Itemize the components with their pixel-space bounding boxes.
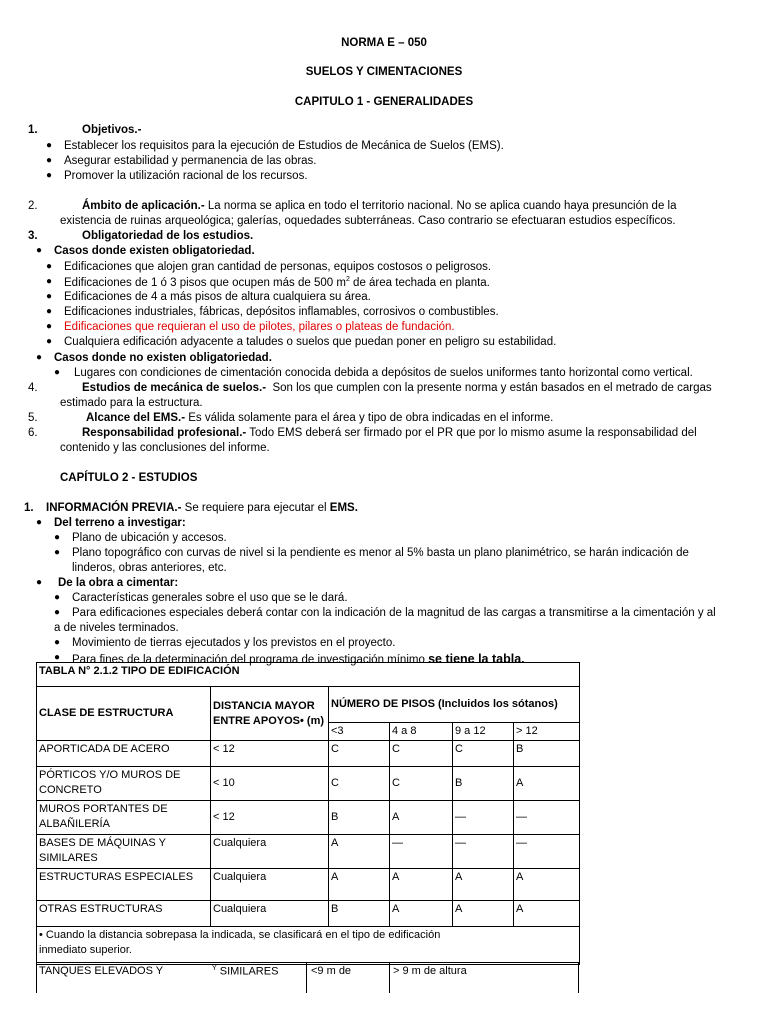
subheader-cell: > 12: [514, 723, 580, 741]
section-4-line: Estudios de mecánica de suelos.- Son los que cumplen con la presente norma y están basados en el metrado de cargas: [82, 382, 712, 394]
list-item: ● Cualquiera edificación adyacente a taludes o suelos que puedan poner en peligro su estabilidad.: [46, 336, 557, 348]
table-row: PÓRTICOS Y/O MUROS DE CONCRETO < 10 C C B A: [37, 767, 580, 801]
list-item: ● Movimiento de tierras ejecutados y los previstos en el proyecto.: [54, 637, 396, 649]
info-previa-line: INFORMACIÓN PREVIA.- Se requiere para ejecutar el EMS.: [46, 502, 358, 514]
partial-row-cell: > 9 m de altura: [393, 965, 467, 977]
list-item: ● Edificaciones de 1 ó 3 pisos que ocupen más de 500 $m^2$ de área techada en planta.: [46, 276, 490, 289]
list-item: ● Promover la utilización racional de los recursos.: [46, 170, 308, 182]
section-5-line: Alcance del EMS.- Es válida solamente para el área y tipo de obra indicadas en el informe.: [86, 412, 554, 424]
header-clase: CLASE DE ESTRUCTURA: [37, 687, 211, 741]
partial-table-row: [36, 962, 579, 993]
table-title: TABLA N° 2.1.2 TIPO DE EDIFICACIÓN: [37, 663, 580, 687]
list-item: ● Establecer los requisitos para la ejecución de Estudios de Mecánica de Suelos (EMS).: [46, 140, 504, 152]
header-distancia: DISTANCIA MAYOR ENTRE APOYOS• (m): [211, 687, 329, 741]
section-6-line: contenido y las conclusiones del informe.: [60, 442, 270, 454]
section-1-title: Objetivos.-: [82, 124, 142, 136]
subheading-terreno: ● Del terreno a investigar:: [36, 517, 186, 529]
section-1-number: 1.: [28, 124, 38, 136]
table-row: BASES DE MÁQUINAS Y SIMILARES Cualquiera A — — —: [37, 835, 580, 869]
table-row: MUROS PORTANTES DE ALBAÑILERÍA < 12 B A — —: [37, 801, 580, 835]
list-item: ● Edificaciones industriales, fábricas, depósitos inflamables, corrosivos o combustibles.: [46, 306, 499, 318]
list-item: ● Plano de ubicación y accesos.: [54, 532, 227, 544]
list-item: ● Edificaciones de 4 a más pisos de altura cualquiera su área.: [46, 291, 371, 303]
case-heading: ● Casos donde no existen obligatoriedad.: [36, 352, 272, 364]
section-4-line: estimado para la estructura.: [60, 397, 203, 409]
section-5-number: 5.: [28, 412, 38, 424]
list-item: ● Asegurar estabilidad y permanencia de las obras.: [46, 155, 317, 167]
document-subtitle: SUELOS Y CIMENTACIONES: [305, 66, 463, 78]
subheader-cell: <3: [329, 723, 390, 741]
info-previa-number: 1.: [24, 502, 34, 514]
table-row: ESTRUCTURAS ESPECIALES Cualquiera A A A A: [37, 869, 580, 901]
section-2-line: existencia de ruinas arqueológica; galerías, oquedades subterráneas. Caso contrario se efectuaran estudios específicos.: [60, 215, 676, 227]
partial-row-cell: $^Y$ SIMILARES: [212, 965, 279, 978]
table-note-row: • Cuando la distancia sobrepasa la indicada, se clasificará en el tipo de edificación inmediato superior.: [37, 927, 580, 965]
chapter-1-title: CAPITULO 1 - GENERALIDADES: [294, 96, 474, 108]
list-item: ● Para edificaciones especiales deberá contar con la indicación de la magnitud de las cargas a transmitirse a la cimentación y al: [54, 607, 716, 619]
list-item-highlighted: ● Edificaciones que requieran el uso de pilotes, pilares o plateas de fundación.: [46, 321, 455, 333]
list-item: ● Edificaciones que alojen gran cantidad de personas, equipos costosos o peligrosos.: [46, 261, 492, 273]
section-3-title: Obligatoriedad de los estudios.: [82, 230, 254, 242]
section-6-line: Responsabilidad profesional.- Todo EMS deberá ser firmado por el PR que por lo mismo asume la responsabilidad del: [82, 427, 697, 439]
subheader-cell: 4 a 8: [390, 723, 453, 741]
norma-title: NORMA E – 050: [341, 37, 427, 49]
section-6-number: 6.: [28, 427, 38, 439]
section-2-number: 2.: [28, 200, 38, 212]
case-heading: ● Casos donde existen obligatoriedad.: [36, 245, 255, 257]
section-2-line: Ámbito de aplicación.- La norma se aplica en todo el territorio nacional. No se aplica cuando haya presunción de la: [82, 200, 677, 212]
table-row: APORTICADA DE ACERO < 12 C C C B: [37, 741, 580, 767]
partial-row-cell: <9 m de: [311, 965, 352, 977]
edification-type-table: [36, 662, 580, 965]
table-row: OTRAS ESTRUCTURAS Cualquiera B A A A: [37, 901, 580, 927]
section-3-number: 3.: [28, 230, 38, 242]
subheader-cell: 9 a 12: [453, 723, 514, 741]
list-item-continuation: linderos, obras anteriores, etc.: [72, 562, 227, 574]
chapter-2-title: CAPÍTULO 2 - ESTUDIOS: [60, 472, 198, 484]
list-item: ● Lugares con condiciones de cimentación conocida debida a depósitos de suelos uniformes tanto horizontal como vertical.: [54, 367, 693, 379]
partial-row-cell: TANQUES ELEVADOS Y: [39, 965, 164, 977]
subheading-obra: ● De la obra a cimentar:: [36, 577, 179, 589]
header-pisos: NÚMERO DE PISOS (Incluidos los sótanos): [329, 687, 580, 723]
list-item-continuation: a de niveles terminados.: [54, 622, 179, 634]
list-item: ● Para fines de la determinación del programa de investigación mínimo se tiene la tabla.: [54, 652, 525, 666]
section-4-number: 4.: [28, 382, 38, 394]
list-item: ● Plano topográfico con curvas de nivel si la pendiente es menor al 5% basta un plano planimétrico, se harán indicación de: [54, 547, 689, 559]
list-item: ● Características generales sobre el uso que se le dará.: [54, 592, 348, 604]
